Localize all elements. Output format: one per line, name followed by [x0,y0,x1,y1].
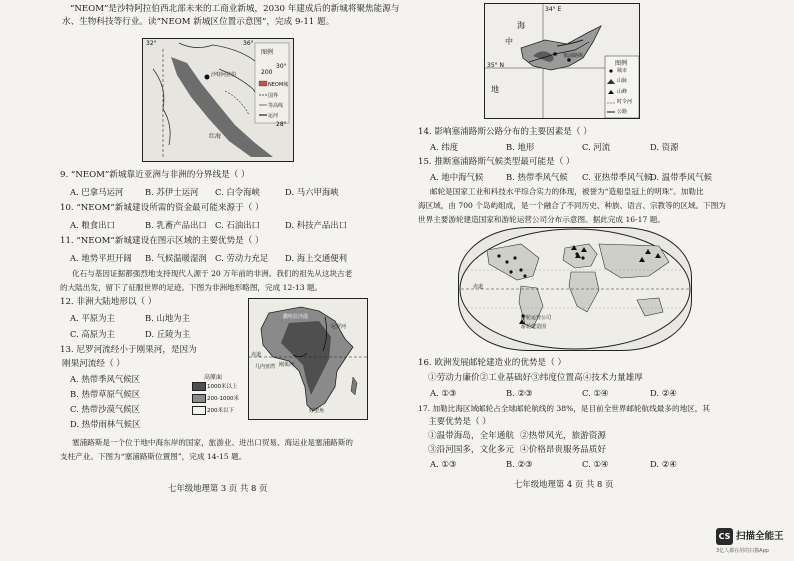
q16-option-b[interactable]: B. ②③ [506,388,533,398]
question-10: 10. “NEOM”新城建设所需的资金最可能来源于（ ） [60,203,264,213]
coord-label: 35° N [487,62,505,69]
legend-item: 城市 [617,68,628,74]
equator-label: 赤道 [251,352,262,358]
q11-option-d[interactable]: D. 海上交通便利 [285,253,347,263]
legend-item: 时令河 [617,99,633,105]
q10-option-b[interactable]: B. 乳畜产品出口 [145,220,207,230]
equator-label: 赤道 [473,284,484,290]
legend-title: 图例 [261,49,274,56]
camscanner-logo-icon: CS [716,528,733,545]
legend-item: 200米以下 [207,408,234,414]
q13-option-d[interactable]: D. 热带雨林气候区 [70,419,141,429]
q14-option-b[interactable]: B. 地形 [506,142,535,152]
intro-line: 化石与基因证据都强烈地支持现代人源于 20 万年前的非洲。我们的祖先从这块古老 [72,269,353,278]
legend-item: 游轮运营公司 [521,315,552,321]
q17-option-c[interactable]: C. ①④ [582,459,609,469]
q12-option-a[interactable]: A. 平原为主 [70,313,115,323]
legend-swatch [192,394,206,403]
legend-item: NEOM城 [268,82,289,88]
world-cruise-map [458,227,692,351]
sea-label: 中 [505,37,513,46]
intro-line: 水、生物科技等行业。读“NEOM 新城区位置示意图”，完成 9-11 题。 [62,17,335,27]
q17-item-4: ④价格昂贵服务品质好 [520,445,606,455]
legend-item: 1000米以上 [207,384,238,390]
q14-option-a[interactable]: A. 纬度 [430,142,459,152]
q12-option-d[interactable]: D. 丘陵为主 [145,329,191,339]
q11-option-a[interactable]: A. 地势平坦开阔 [70,253,132,263]
scale-label: 200 [261,69,273,76]
q9-option-c[interactable]: C. 白令海峡 [215,187,260,197]
coord-label: 36° [243,40,254,47]
neom-location-map [142,38,294,162]
q12-option-c[interactable]: C. 高原为主 [70,329,115,339]
q9-option-a[interactable]: A. 巴拿马运河 [70,187,124,197]
sea-label: 海 [517,21,525,30]
legend-item: 200-1000米 [207,396,239,402]
neom-map-graphic [143,39,293,161]
intro-line: 海区域，由 700 个岛屿组成，是一个融合了不同历史、种族、语言、宗教等的区域。下图为 [418,201,726,210]
q14-option-c[interactable]: C. 河流 [582,142,611,152]
coord-label: 32° [146,40,157,47]
page-footer-left: 七年级地理第 3 页 共 8 页 [168,483,268,493]
page-footer-right: 七年级地理第 4 页 共 8 页 [514,479,614,489]
q13-option-b[interactable]: B. 热带草原气候区 [70,389,141,399]
congo-river-label: 刚果河 [279,362,295,368]
world-map-graphic [459,228,691,350]
q10-option-c[interactable]: C. 石油出口 [215,220,260,230]
q9-option-b[interactable]: B. 苏伊士运河 [145,187,199,197]
q11-option-c[interactable]: C. 劳动力充足 [215,253,269,263]
question-9: 9. “NEOM”新城靠近亚洲与非洲的分界线是（ ） [60,170,250,180]
q16-option-a[interactable]: A. ①③ [430,388,457,398]
q13-option-c[interactable]: C. 热带沙漠气候区 [70,404,141,414]
q12-option-b[interactable]: B. 山地为主 [145,313,190,323]
coord-label: 28° [276,121,287,128]
q10-option-d[interactable]: D. 科技产品出口 [285,220,347,230]
cyprus-location-map [484,3,640,119]
gulf-guinea-label: 几内亚湾 [255,364,276,370]
legend-item: 运河 [268,113,279,119]
question-13: 13. 尼罗河流经小于刚果河，是因为 [60,345,197,355]
q15-option-a[interactable]: A. 地中海气候 [430,172,484,182]
question-13-line2: 刚果河流经（ ） [62,359,125,369]
scanner-watermark [716,526,786,556]
coord-label: 30° [276,63,287,70]
question-17: 17. 加勒比海区域邮轮占全球邮轮航线的 38%，是目前全世界邮轮航线最多的地区，其 [418,404,710,413]
q16-option-c[interactable]: C. ①④ [582,388,609,398]
sea-label: 地 [491,85,499,94]
question-15: 15. 推断塞浦路斯气候类型最可能是（ ） [418,157,575,167]
cape-good-hope-label: 好望角 [309,408,325,414]
q17-option-a[interactable]: A. ①③ [430,459,457,469]
legend-swatch [192,406,206,415]
nile-river-label: 尼罗河 [331,324,347,330]
intro-line: 的大陆出发，留下了征服世界的足迹。下图为非洲地形略图，完成 12-13 题。 [60,283,323,292]
legend-item: 公路 [617,109,628,115]
africa-legend [192,372,248,422]
intro-line: 塞浦路斯是一个位于地中海东岸的国家，旅游业、进出口贸易、海运业是塞浦路斯的 [72,438,353,447]
q14-option-d[interactable]: D. 资源 [650,142,679,152]
q15-option-d[interactable]: D. 温带季风气候 [650,172,712,182]
q17-item-1: ①温带海岛，全年通航 [428,431,514,441]
legend-item: 游轮建造国 [521,324,547,330]
legend-item: 国界 [268,93,279,99]
q10-option-a[interactable]: A. 粮食出口 [70,220,115,230]
red-sea-label: 红海 [209,133,222,140]
q17-item-3: ③沿河国多，文化多元 [428,445,514,455]
q15-option-b[interactable]: B. 热带季风气候 [506,172,568,182]
q13-option-a[interactable]: A. 热带季风气候区 [70,374,140,384]
intro-line: 世界主要游轮建造国家和游轮运营公司分布示意图。据此完成 16-17 题。 [418,215,665,224]
legend-item: 山峰 [617,89,628,95]
question-12: 12. 非洲大陆地形以（ ） [60,297,157,307]
legend-title: 图例 [615,60,628,67]
scanner-app-name: 扫描全能王 [736,531,784,542]
question-11: 11. “NEOM”新城建设在图示区域的主要优势是（ ） [60,236,264,246]
q17-option-d[interactable]: D. ②④ [650,459,677,469]
q17-item-2: ②热带风光，旅游资源 [520,431,606,441]
cyprus-label: 塞浦路斯 [563,53,584,59]
coord-label: 34° E [545,6,562,13]
question-16: 16. 欧洲发展邮轮建造业的优势是（ ） [418,358,567,368]
question-16-items: ①劳动力廉价②工业基础好③纬度位置高④技术力量雄厚 [428,373,643,383]
q17-option-b[interactable]: B. ②③ [506,459,533,469]
question-14: 14. 影响塞浦路斯公路分布的主要因素是（ ） [418,127,592,137]
scanner-tagline: 3亿人都在用的扫描App [716,548,769,554]
africa-terrain-map [248,298,368,420]
legend-item: 山脉 [617,78,628,84]
intro-line: 支柱产业。下图为“塞浦路斯位置图”，完成 14-15 题。 [60,452,247,461]
legend-item: 等高线 [268,103,284,109]
sahara-label: 撒哈拉沙漠 [283,314,309,320]
q11-option-b[interactable]: B. 气候温暖湿润 [145,253,207,263]
legend-swatch [192,382,206,391]
intro-line: 邮轮是国家工业和科技水平综合实力的体现，被誉为“造船皇冠上的明珠”。加勒比 [430,187,704,196]
q9-option-d[interactable]: D. 马六甲海峡 [285,187,339,197]
legend-title: 高原面 [204,374,223,381]
intro-line: “NEOM”是沙特阿拉伯西北部未来的工商业新城，2030 年建成后的新城将聚焦能源与 [70,4,400,14]
question-17-line2: 主要优势是（ ） [428,417,491,427]
q16-option-d[interactable]: D. ②④ [650,388,677,398]
q15-option-c[interactable]: C. 亚热带季风气候 [582,172,653,182]
city-label: 沙特阿拉伯 [211,72,237,78]
